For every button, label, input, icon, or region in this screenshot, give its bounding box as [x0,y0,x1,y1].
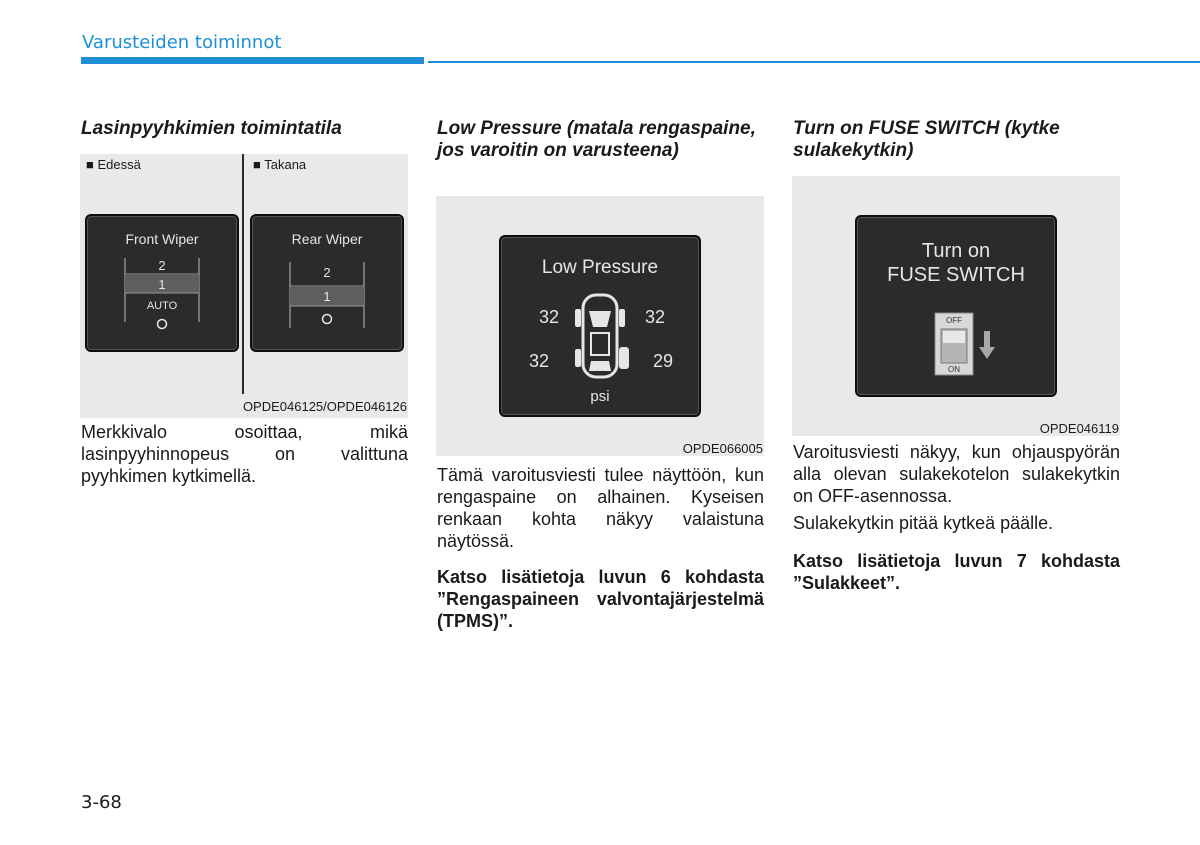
page-number: 3-68 [81,792,122,813]
fuse-switch-figure [792,176,1120,436]
header-rule-thin [428,61,1200,63]
rear-wiper-graphic [252,216,402,350]
fuse-line-1: Turn on [921,240,991,262]
low-tire-highlight [619,347,629,369]
label-front: ■ Edessä [86,157,141,172]
fuse-switch-display [855,215,1057,397]
figure-code: OPDE046119 [1039,421,1119,436]
car-top-view-icon [575,295,629,377]
switch-on-label: ON [948,365,960,374]
fuse-switch-note: Katso lisätietoja luvun 7 kohdasta ”Sulakkeet”. [793,551,1120,593]
fuse-switch-graphic [857,217,1055,395]
low-pressure-text: Tämä varoitusviesti tulee näyttöön, kun rengaspaine on alhainen. Kyseisen renkaan kohta näkyy valaistuna näytössä. [437,465,764,551]
tpms-graphic [501,237,699,415]
tire-front-left: 32 [538,307,560,327]
front-level-2: 2 [158,258,166,273]
figure-divider [242,154,244,394]
pressure-unit: psi [590,388,610,405]
section-title: Varusteiden toiminnot [82,32,282,53]
fuse-switch-text-2: Sulakekytkin pitää kytkeä päälle. [793,513,1054,533]
front-level-1: 1 [158,277,166,292]
rear-level-1: 1 [323,289,331,304]
figure-code: OPDE046125/OPDE046126 [242,399,407,414]
fuse-switch-text-1: Varoitusviesti näkyy, kun ohjauspyörän alla olevan sulakekotelon sulakekytkin on OFF-asennossa. [793,442,1120,506]
front-level-auto: AUTO [146,300,178,312]
figure-code: OPDE066005 [682,441,763,456]
tire-rear-left: 32 [528,351,550,371]
tire-front-right: 32 [644,307,666,327]
park-indicator-icon [323,315,332,324]
low-pressure-display [499,235,701,417]
rear-wiper-title: Rear Wiper [291,231,363,247]
wiper-figure [80,154,408,418]
switch-off-label: OFF [946,316,962,325]
front-wiper-display [85,214,239,352]
rear-wiper-display [250,214,404,352]
front-wiper-title: Front Wiper [125,231,199,247]
low-pressure-heading: Low Pressure (matala rengaspaine, jos varoitin on varusteena) [437,118,756,161]
arrow-down-icon [979,331,995,359]
fuse-switch-heading: Turn on FUSE SWITCH (kytke sulakekytkin) [793,118,1060,161]
park-indicator-icon [158,320,167,329]
front-wiper-graphic [87,216,237,350]
fuse-line-2: FUSE SWITCH [887,264,1025,286]
fuse-switch-icon [935,313,973,375]
low-pressure-figure [436,196,764,456]
rear-level-2: 2 [323,265,331,280]
wiper-mode-heading: Lasinpyyhkimien toimintatila [81,118,342,139]
label-rear: ■ Takana [253,157,307,172]
wiper-mode-text: Merkkivalo osoittaa, mikä lasinpyyhinnopeus on valittuna pyyhkimen kytkimellä. [81,422,408,486]
tire-rear-right: 29 [652,351,674,371]
header-rule-thick [81,57,424,64]
low-pressure-note: Katso lisätietoja luvun 6 kohdasta ”Rengaspaineen valvontajärjestelmä (TPMS)”. [437,567,764,631]
low-pressure-title: Low Pressure [541,257,659,278]
